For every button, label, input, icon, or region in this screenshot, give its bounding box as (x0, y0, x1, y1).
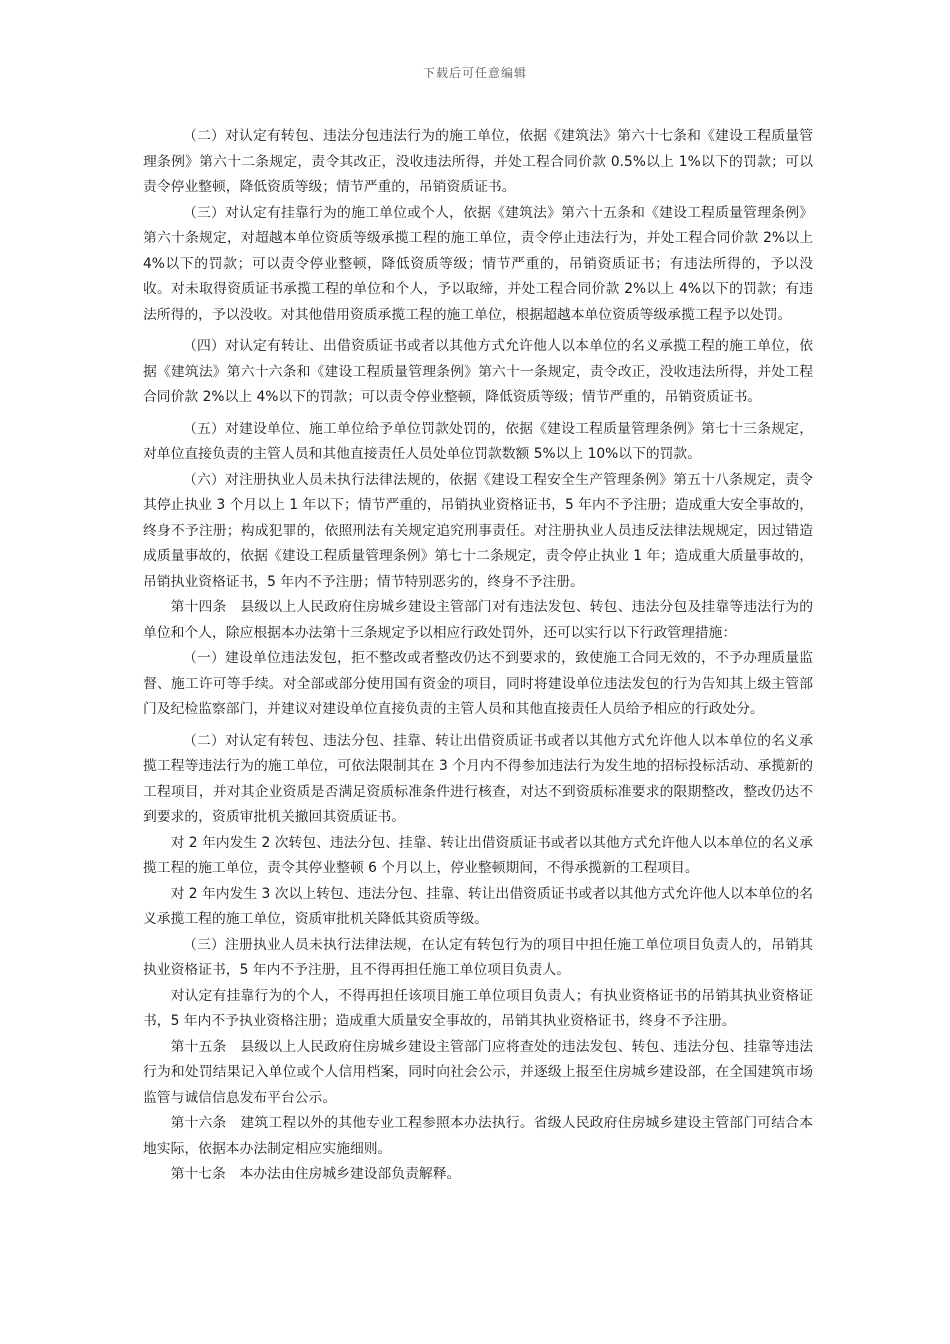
article-14-item-3-rule: 对认定有挂靠行为的个人，不得再担任该项目施工单位项目负责人；有执业资格证书的吊销其执业资格证书，5 年内不予执业资格注册；造成重大质量安全事故的，吊销其执业资格证书，终身不予注册。 (143, 987, 813, 1029)
article-15: 第十五条 县级以上人民政府住房城乡建设主管部门应将查处的违法发包、转包、违法分包、挂靠等违法行为和处罚结果记入单位或个人信用档案，同时向社会公示，并逐级上报至住房城乡建设部，在全国建筑市场监管与诚信信息发布平台公示。 (143, 1038, 813, 1106)
article-17: 第十七条 本办法由住房城乡建设部负责解释。 (170, 1166, 461, 1182)
paragraph-item-3: （三）对认定有挂靠行为的施工单位或个人，依据《建筑法》第六十五条和《建设工程质量管理条例》第六十条规定，对超越本单位资质等级承揽工程的施工单位，责令停止违法行为，并处工程合同价款 2%以上 4%以下的罚款；可以责令停业整顿，降低资质等级；情节严重的，吊销资质证书；有违法所得的，予以没收。对未取得资质证书承揽工程的单位和个人，予以取缔，并处工程合同价款 2%以上 4%以下的罚款；有违法所得的，予以没收。对其他借用资质承揽工程的施工单位，根据超越本单位资质等级承揽工程予以处罚。 (143, 204, 813, 323)
article-14-item-2-rule-b: 对 2 年内发生 3 次以上转包、违法分包、挂靠、转让出借资质证书或者以其他方式允许他人以本单位的名义承揽工程的施工单位，资质审批机关降低其资质等级。 (143, 885, 813, 927)
paragraph-item-4: （四）对认定有转让、出借资质证书或者以其他方式允许他人以本单位的名义承揽工程的施工单位，依据《建筑法》第六十六条和《建设工程质量管理条例》第六十一条规定，责令改正，没收违法所得，并处工程合同价款 2%以上 4%以下的罚款；可以责令停业整顿，降低资质等级；情节严重的，吊销资质证书。 (143, 338, 813, 405)
article-14-item-2: （二）对认定有转包、违法分包、挂靠、转让出借资质证书或者以其他方式允许他人以本单位的名义承揽工程等违法行为的施工单位，可依法限制其在 3 个月内不得参加违法行为发生地的招标投标活动、承揽新的工程项目，并对其企业资质是否满足资质标准条件进行核查，对达不到资质标准要求的限期整改，整改仍达不到要求的，资质审批机关撤回其资质证书。 (143, 732, 813, 825)
article-14-item-3: （三）注册执业人员未执行法律法规，在认定有转包行为的项目中担任施工单位项目负责人的，吊销其执业资格证书，5 年内不予注册，且不得再担任施工单位项目负责人。 (143, 936, 813, 978)
article-14: 第十四条 县级以上人民政府住房城乡建设主管部门对有违法发包、转包、违法分包及挂靠等违法行为的单位和个人，除应根据本办法第十三条规定予以相应行政处罚外，还可以实行以下行政管理措施： (143, 599, 813, 641)
page-header: 下载后可任意编辑 (422, 66, 527, 80)
paragraph-item-6: （六）对注册执业人员未执行法律法规的，依据《建设工程安全生产管理条例》第五十八条规定，责令其停止执业 3 个月以上 1 年以下；情节严重的，吊销执业资格证书，5 年内不予注册；造成重大安全事故的，终身不予注册；构成犯罪的，依照刑法有关规定追究刑事责任。对注册执业人员违反法律法规规定，因过错造成质量事故的，依据《建设工程质量管理条例》第七十二条规定，责令停止执业 1 年；造成重大质量事故的，吊销执业资格证书，5 年内不予注册；情节特别恶劣的，终身不予注册。 (143, 471, 813, 590)
article-16: 第十六条 建筑工程以外的其他专业工程参照本办法执行。省级人民政府住房城乡建设主管部门可结合本地实际，依据本办法制定相应实施细则。 (143, 1115, 813, 1157)
document-body (143, 124, 813, 1188)
paragraph-item-2: （二）对认定有转包、违法分包违法行为的施工单位，依据《建筑法》第六十七条和《建设工程质量管理条例》第六十二条规定，责令其改正，没收违法所得，并处工程合同价款 0.5%以上 1%以下的罚款；可以责令停业整顿，降低资质等级；情节严重的，吊销资质证书。 (143, 128, 813, 195)
article-14-item-2-rule-a: 对 2 年内发生 2 次转包、违法分包、挂靠、转让出借资质证书或者以其他方式允许他人以本单位的名义承揽工程的施工单位，责令其停业整顿 6 个月以上，停业整顿期间，不得承揽新的工程项目。 (143, 834, 813, 876)
article-14-item-1: （一）建设单位违法发包，拒不整改或者整改仍达不到要求的，致使施工合同无效的，不予办理质量监督、施工许可等手续。对全部或部分使用国有资金的项目，同时将建设单位违法发包的行为告知其上级主管部门及纪检监察部门，并建议对建设单位直接负责的主管人员和其他直接责任人员给予相应的行政处分。 (143, 650, 813, 717)
paragraph-item-5: （五）对建设单位、施工单位给予单位罚款处罚的，依据《建设工程质量管理条例》第七十三条规定，对单位直接负责的主管人员和其他直接责任人员处单位罚款数额 5%以上 10%以下的罚款。 (143, 420, 813, 462)
